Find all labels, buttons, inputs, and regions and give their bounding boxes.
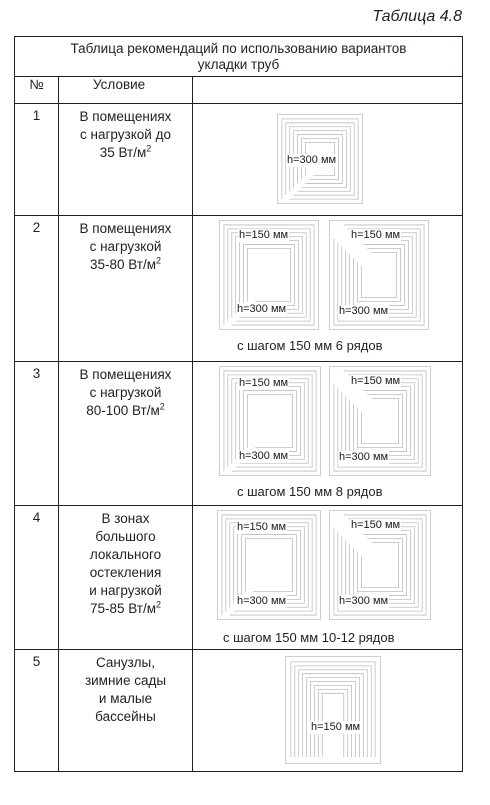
condition-line: бассейны [95,709,156,724]
spacing-label: h=150 мм [351,229,401,241]
pipe-line [357,394,402,447]
table-title-line-1: Таблица рекомендаций по использованию вариантов [70,41,407,56]
pipe-line [291,662,375,757]
layout-picture-cell [193,362,463,506]
layout-caption: с шагом 150 мм 8 рядов [237,484,383,499]
spacing-label: h=150 мм [239,229,289,241]
row-condition [59,216,193,362]
layout-caption: с шагом 150 мм 10-12 рядов [223,630,395,645]
header-picture [193,77,463,104]
condition-superscript: 2 [159,401,165,412]
table-title-row [15,37,463,77]
condition-line: локального [89,547,162,562]
condition-line: 75-85 Вт/м [89,601,157,616]
layout-picture-cell [193,650,463,772]
condition-line: Санузлы, [96,655,155,670]
row-number: 2 [15,216,59,362]
spacing-label: h=150 мм [351,375,401,387]
condition-line: и нагрузкой [89,583,162,598]
pipe-line [247,394,292,447]
row-condition [59,104,193,216]
spacing-label: h=300 мм [239,450,289,462]
spacing-label: h=150 мм [237,521,287,533]
pipe-layout-serpentine [329,366,431,476]
spacing-label: h=150 мм [351,519,401,531]
row-number: 5 [15,650,59,772]
row-number: 4 [15,506,59,650]
table-row [15,650,463,772]
pipe-layout-spiral [219,220,319,330]
pipe-line [310,682,355,758]
spacing-label: h=150 мм [239,377,289,389]
pipe-line [247,248,290,301]
row-condition [59,650,193,772]
condition-line: и малые [98,691,153,706]
pipe-line [357,538,402,591]
pipe-layout-spiral [219,366,321,476]
pipe-layout-serpentine [329,220,429,330]
condition-line: 35-80 Вт/м [89,257,157,272]
table-row [15,362,463,506]
layout-picture-cell [193,104,463,216]
pipe-line [242,535,297,596]
spacing-label: h=150 мм [311,721,361,733]
condition-line: с нагрузкой [89,385,162,400]
spacing-label: h=300 мм [339,451,389,463]
spacing-label: h=300 мм [339,595,389,607]
pipe-layout-spiral [277,114,363,204]
pipe-layout-serpentine [329,510,431,620]
pipe-line [244,391,297,452]
row-condition [59,506,193,650]
pipe-line [245,538,292,591]
condition-superscript: 2 [146,143,152,154]
condition-line: В зонах [101,511,150,526]
pipe-line [240,241,299,310]
pipe-line [361,542,398,587]
row-number: 3 [15,362,59,506]
pipe-line [238,531,301,600]
spacing-label: h=300 мм [287,154,337,166]
spacing-label: h=300 мм [339,305,389,317]
row-number: 1 [15,104,59,216]
condition-line: В помещениях [79,109,172,124]
pipe-line [240,387,301,456]
condition-line: В помещениях [79,367,172,382]
pipe-line [357,248,400,301]
pipe-line [361,398,398,443]
spacing-label: h=300 мм [237,595,287,607]
header-number: № [15,77,59,104]
condition-line: 35 Вт/м [99,145,147,160]
table-header-row [15,77,463,104]
table-row [15,506,463,650]
pipe-line [350,531,411,600]
pipe-line [244,245,295,306]
header-condition: Условие [59,77,193,104]
condition-superscript: 2 [156,599,162,610]
condition-line: с нагрузкой [89,239,162,254]
table-title [15,37,463,77]
pipe-layout-concentric [285,656,381,764]
spacing-label: h=300 мм [237,303,287,315]
layout-picture-cell [193,216,463,362]
row-condition [59,362,193,506]
table-row [15,104,463,216]
condition-line: большого [95,529,156,544]
layout-picture-cell [193,506,463,650]
recommendation-table [14,36,463,772]
condition-superscript: 2 [156,255,162,266]
pipe-layout-spiral [217,510,321,620]
pipe-line [350,387,411,456]
pipe-line [303,674,364,757]
pipe-line [350,241,409,310]
condition-line: В помещениях [79,221,172,236]
condition-line: зимние сады [84,673,167,688]
condition-line: 80-100 Вт/м [86,403,160,418]
condition-line: с нагрузкой до [80,127,171,142]
table-caption: Таблица 4.8 [372,8,462,25]
pipe-line [361,252,396,297]
table-title-line-2: укладки труб [197,57,280,72]
pipe-line [299,670,368,757]
layout-caption: с шагом 150 мм 6 рядов [237,338,383,353]
condition-line: остекления [89,565,162,580]
table-row [15,216,463,362]
